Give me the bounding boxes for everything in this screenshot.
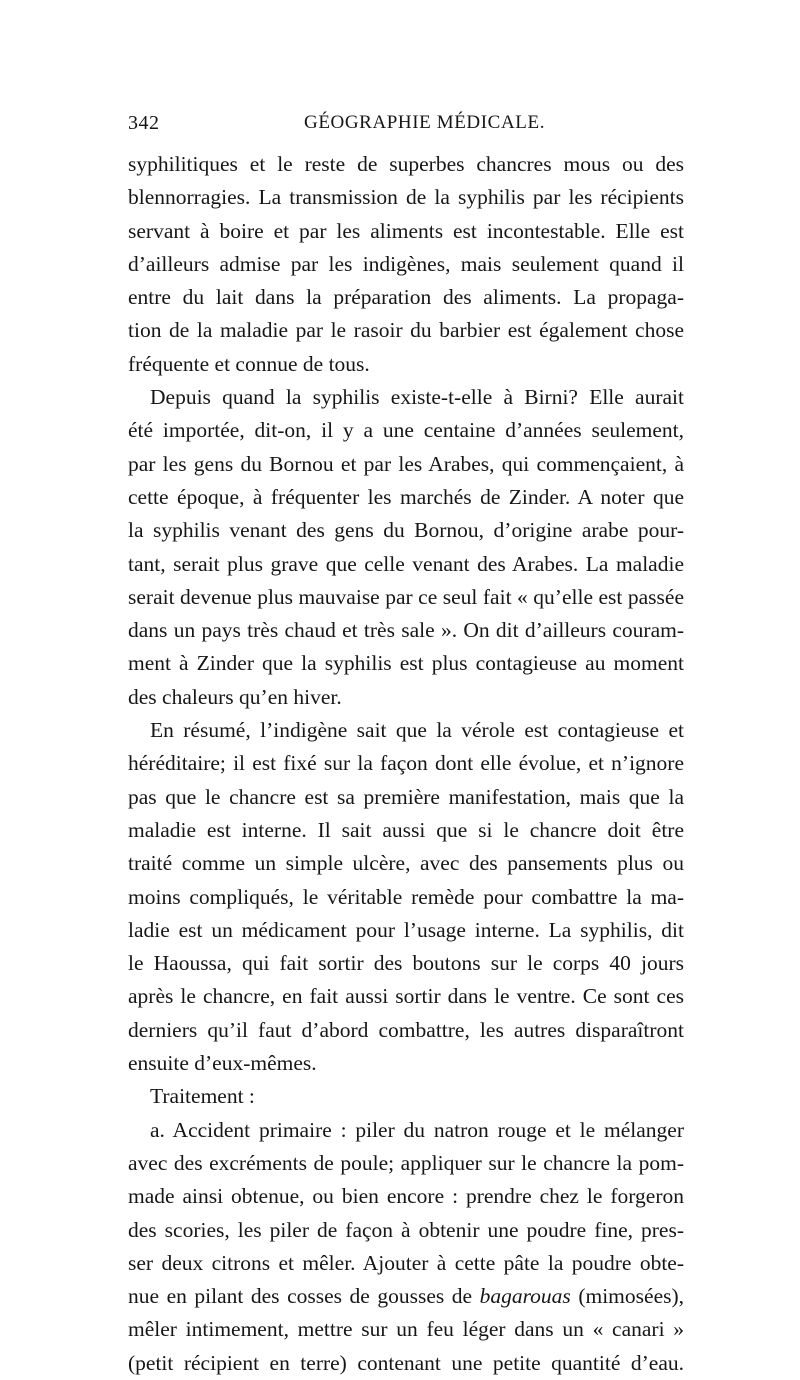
page-number: 342 — [128, 112, 160, 134]
text-line: pas que le chancre est sa première manifestation, mais que la — [128, 784, 684, 809]
text-line: ensuite d’eux-mêmes. — [128, 1051, 317, 1076]
text-line: des chaleurs qu’en hiver. — [128, 684, 342, 709]
text-fragment: (mimosées), — [570, 1284, 685, 1309]
document-page — [128, 112, 684, 1380]
text-line: serait devenue plus mauvaise par ce seul fait « qu’elle est passée — [128, 584, 684, 609]
text-line: traité comme un simple ulcère, avec des pansements plus ou — [128, 851, 684, 876]
text-line: Depuis quand la syphilis existe-t-elle à Birni? Elle aurait — [150, 385, 684, 410]
body-text — [128, 148, 684, 1380]
text-line: été importée, dit-on, il y a une centaine d’années seulement, — [128, 418, 684, 443]
text-line: dans un pays très chaud et très sale ». On dit d’ailleurs couram- — [128, 618, 684, 643]
text-line: servant à boire et par les aliments est incontestable. Elle est — [128, 218, 684, 243]
text-fragment: nue en pilant des cosses de gousses de — [128, 1284, 480, 1309]
text-line: (petit récipient en terre) contenant une petite quantité d’eau. — [128, 1350, 684, 1375]
text-line: moins compliqués, le véritable remède pour combattre la ma- — [128, 884, 684, 909]
text-line: tion de la maladie par le rasoir du barbier est également chose — [128, 318, 684, 343]
text-line: la syphilis venant des gens du Bornou, d’origine arabe pour- — [128, 518, 684, 543]
text-line: ment à Zinder que la syphilis est plus contagieuse au moment — [128, 651, 684, 676]
text-line: entre du lait dans la préparation des aliments. La propaga- — [128, 285, 684, 310]
text-line: le Haoussa, qui fait sortir des boutons sur le corps 40 jours — [128, 951, 684, 976]
text-line: après le chancre, en fait aussi sortir dans le ventre. Ce sont ces — [128, 984, 684, 1009]
text-line: par les gens du Bornou et par les Arabes, qui commençaient, à — [128, 451, 684, 476]
text-line: a. Accident primaire : piler du natron rouge et le mélanger — [150, 1117, 684, 1142]
text-line: ser deux citrons et mêler. Ajouter à cette pâte la poudre obte- — [128, 1250, 684, 1275]
text-line — [128, 1280, 684, 1313]
text-line: des scories, les piler de façon à obtenir une poudre fine, pres- — [128, 1217, 684, 1242]
text-line: tant, serait plus grave que celle venant des Arabes. La maladie — [128, 551, 684, 576]
italic-term: bagarouas — [479, 1284, 571, 1309]
text-line: héréditaire; il est fixé sur la façon dont elle évolue, et n’ignore — [128, 751, 684, 776]
text-line: ladie est un médicament pour l’usage interne. La syphilis, dit — [128, 917, 684, 942]
text-line: maladie est interne. Il sait aussi que si le chancre doit être — [128, 817, 684, 842]
text-line: avec des excréments de poule; appliquer sur le chancre la pom- — [128, 1150, 684, 1175]
text-line: blennorragies. La transmission de la syphilis par les récipients — [128, 185, 684, 210]
section-label: Traitement : — [150, 1084, 255, 1109]
text-line: derniers qu’il faut d’abord combattre, les autres disparaîtront — [128, 1017, 684, 1042]
text-line: made ainsi obtenue, ou bien encore : prendre chez le forgeron — [128, 1184, 684, 1209]
running-title: GÉOGRAPHIE MÉDICALE. — [304, 112, 546, 133]
page-header — [128, 112, 684, 142]
text-line: En résumé, l’indigène sait que la vérole est contagieuse et — [150, 718, 684, 743]
text-line: mêler intimement, mettre sur un feu léger dans un « canari » — [128, 1317, 684, 1342]
text-line: fréquente et connue de tous. — [128, 351, 370, 376]
text-line: d’ailleurs admise par les indigènes, mais seulement quand il — [128, 251, 684, 276]
text-line: cette époque, à fréquenter les marchés de Zinder. A noter que — [128, 484, 684, 509]
text-line: syphilitiques et le reste de superbes chancres mous ou des — [128, 152, 684, 176]
